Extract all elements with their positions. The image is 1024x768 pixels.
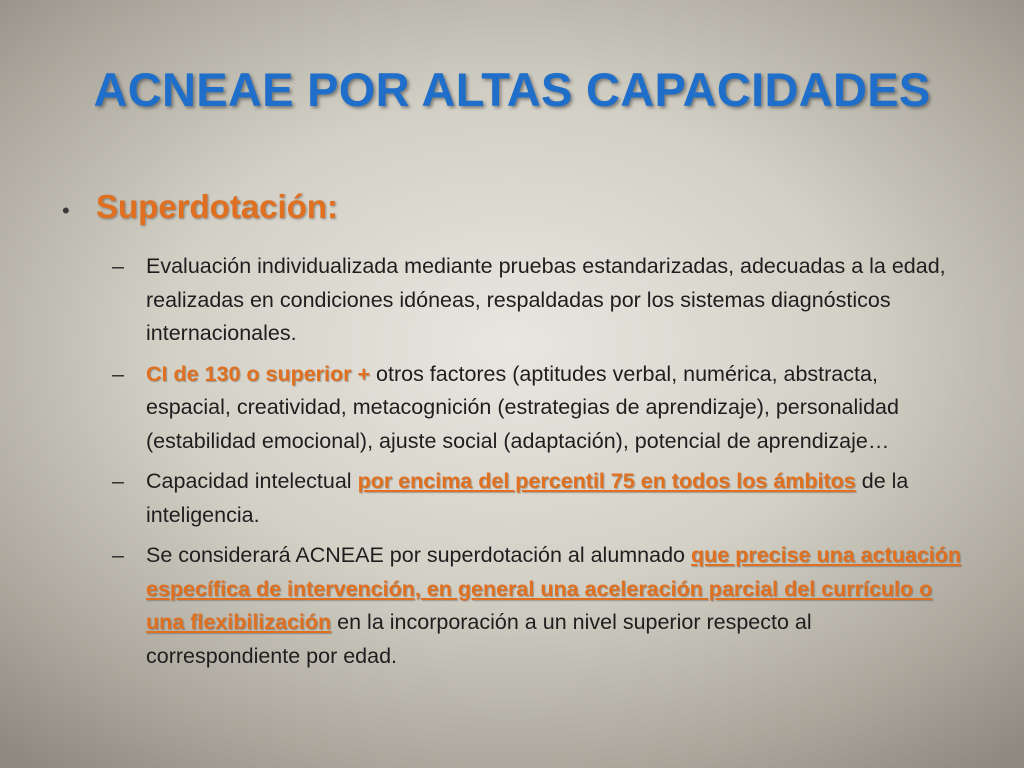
sub-bullet-text <box>146 465 962 532</box>
sub-bullet-text <box>146 250 962 351</box>
sub-bullet-item <box>112 250 962 351</box>
body-text: en la incorporación a un nivel superior respecto al correspondiente por edad. <box>146 610 812 668</box>
dash-bullet-icon: – <box>112 254 124 278</box>
body-text: Se considerará ACNEAE por superdotación al alumnado <box>146 543 691 567</box>
bullet-dot-icon: • <box>62 198 70 223</box>
highlighted-underlined-text: que precise una actuación específica de intervención, en general una aceleración parcial del currículo o una flexibilización <box>146 543 962 634</box>
sub-bullet-item <box>112 539 962 673</box>
highlighted-text: CI de 130 o superior + <box>146 361 371 386</box>
body-text: Evaluación individualizada mediante pruebas estandarizadas, adecuadas a la edad, realizadas en condiciones idóneas, respaldadas por los sistemas diagnósticos internacionales. <box>146 254 946 345</box>
sub-bullet-text <box>146 358 962 459</box>
sub-bullet-text <box>146 539 962 673</box>
sub-bullet-list <box>112 250 962 680</box>
dash-bullet-icon: – <box>112 361 124 386</box>
body-text: Capacidad intelectual <box>146 469 358 493</box>
dash-bullet-icon: – <box>112 469 124 493</box>
section-heading: Superdotación: <box>96 188 339 225</box>
heading-bullet <box>62 188 338 226</box>
dash-bullet-icon: – <box>112 543 124 567</box>
body-text: otros factores (aptitudes verbal, numérica, abstracta, espacial, creatividad, metacognición (estrategias de aprendizaje), personalidad (estabilidad emocional), ajuste social (adaptación), potencial de aprendizaje… <box>146 361 899 453</box>
highlighted-underlined-text: por encima del percentil 75 en todos los ámbitos <box>357 469 856 493</box>
sub-bullet-item <box>112 358 962 459</box>
body-text: de la inteligencia. <box>146 469 909 527</box>
sub-bullet-item <box>112 465 962 532</box>
slide-title: ACNEAE POR ALTAS CAPACIDADES <box>93 63 931 116</box>
